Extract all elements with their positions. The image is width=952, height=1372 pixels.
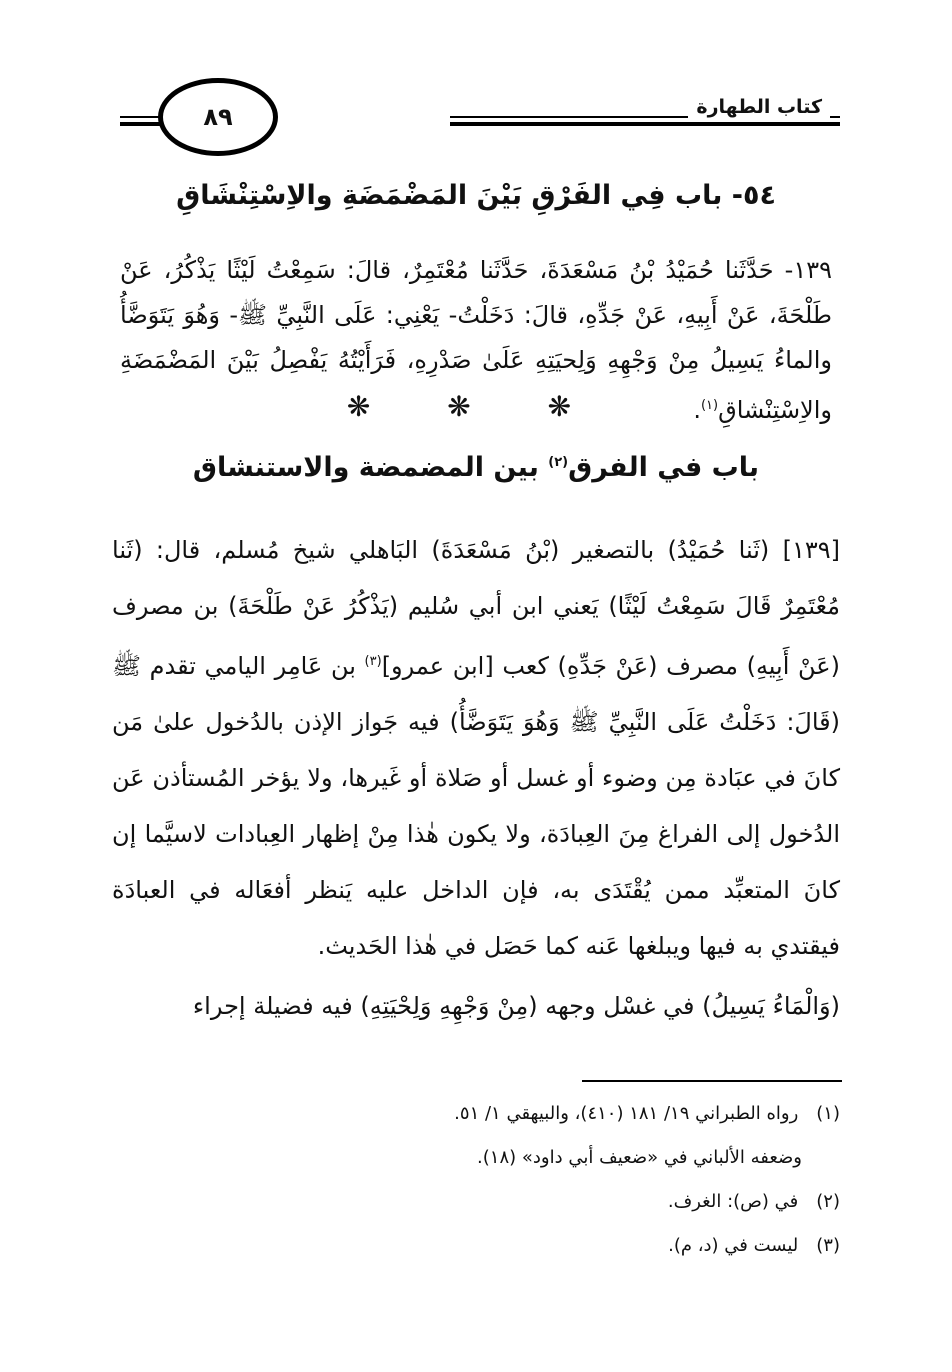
- chapter-title: ٥٤- باب فِي الفَرْقِ بَيْنَ المَضْمَضَةِ والاِسْتِنْشَاقِ: [176, 180, 776, 211]
- footnote-item: [112, 1180, 840, 1224]
- book-title: كتاب الطهارة: [688, 96, 830, 118]
- commentary-text: [١٣٩] (ثَنا حُمَيْدُ) بالتصغير (بْنُ مَسْعَدَةَ) البَاهلي شيخ مُسلم، قال: (ثَنا مُعْتَمِرٌ قَالَ سَمِعْتُ لَيْثًا) يَعني ابن أبي سُليم (يَذْكُرُ عَنْ طَلْحَةَ) بن مصرف (عَنْ أَبِيهِ) مصرف (عَنْ جَدِّهِ) كعب [ابن عمرو]: [112, 536, 840, 680]
- commentary-paragraph: (وَالْمَاءُ يَسِيلُ) في غسْل وجهه (مِنْ وَجْهِهِ وَلِحْيَتِهِ) فيه فضيلة إجراء: [192, 992, 840, 1020]
- footnote-number: (٢): [816, 1191, 840, 1212]
- running-header: [120, 78, 840, 158]
- footnote-item: [112, 1224, 840, 1268]
- commentary-text-cont: بن عَامِر اليامي تقدم ﷺ (قَالَ: دَخَلْتُ عَلَى النَّبِيِّ ﷺ وَهُوَ يَتَوَضَّأُ) فيه جَواز الإذن بالدُخول علىٰ مَن كانَ في عبَادة مِن وضوء أو غسل أو صَلاة أو غَيرها، ولا يؤخر المُستأذن عَن الدُخول إلى الفراغ مِنَ العِبادَة، ولا يكون هٰذا مِنْ إظهار العِبادات لاسيَّما إن كانَ المتعبِّد ممن يُقْتَدَى به، فإن الداخل عليه يَنظر أفعَاله في العبادَة فيقتدي به فيها ويبلغها عَنه كما حَصَل في هٰذا الحَديث.: [112, 652, 840, 960]
- footnote-ref-1: (١): [700, 398, 719, 413]
- header-rule-thick: [450, 122, 840, 126]
- commentary-title-end: بين المضمضة والاستنشاق: [192, 452, 549, 483]
- footnote-item: [112, 1136, 840, 1180]
- footnote-number: (١): [816, 1103, 840, 1124]
- header-rule-left-thick: [120, 122, 160, 126]
- page-number: ٨٩: [203, 103, 233, 131]
- footnote-item: [112, 1092, 840, 1136]
- commentary-title: [0, 452, 952, 483]
- section-separator: ❋ ❋ ❋: [346, 390, 606, 423]
- page-number-frame: [158, 78, 278, 156]
- header-rule-left: [120, 116, 160, 118]
- footnote-text: ليست في (د، م).: [668, 1235, 799, 1256]
- footnote-text: في (ص): الغرف.: [667, 1191, 799, 1212]
- commentary-paragraph: [112, 522, 840, 974]
- footnote-text: وضعفه الألباني في «ضعيف أبي داود» (١٨).: [477, 1147, 802, 1168]
- footnote-divider: [582, 1080, 842, 1082]
- hadith-end: .: [693, 396, 701, 424]
- footnotes: [112, 1092, 840, 1268]
- footnote-text: رواه الطبراني ١٩/ ١٨١ (٤١٠)، والبيهقي ١/ ٥١.: [454, 1103, 799, 1124]
- hadith-body: ١٣٩- حَدَّثَنا حُمَيْدُ بْنُ مَسْعَدَةَ، حَدَّثَنا مُعْتَمِرٌ، قالَ: سَمِعْتُ لَيْثًا يَذْكُرُ، عَنْ طَلْحَةَ، عَنْ أَبِيهِ، عَنْ جَدِّهِ، قالَ: دَخَلْتُ- يَعْنِي: عَلَى النَّبِيِّ ﷺ- وَهُوَ يَتَوَضَّأُ والماءُ يَسِيلُ مِنْ وَجْهِهِ وَلِحيَتِهِ عَلَىٰ صَدْرِهِ، فَرَأَيْتُهُ يَفْصِلُ بَيْنَ المَضْمَضَةِ والاِسْتِنْشاقِ: [120, 256, 832, 424]
- commentary-title-start: باب في الفرق: [568, 452, 760, 483]
- footnote-ref-3: (٣): [364, 654, 382, 669]
- footnote-number: (٣): [816, 1235, 840, 1256]
- commentary-body: [112, 522, 840, 1034]
- footnote-ref-2: (٢): [548, 455, 569, 470]
